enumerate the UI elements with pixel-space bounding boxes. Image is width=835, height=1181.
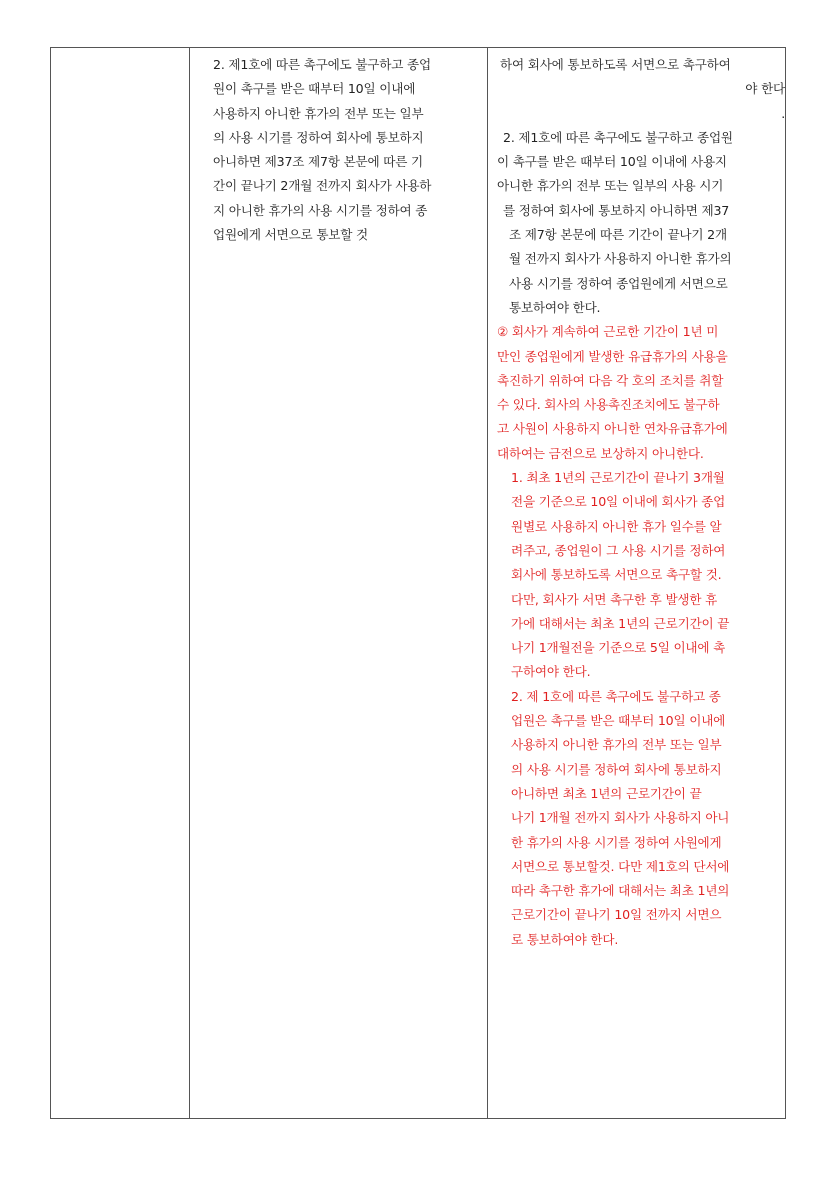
text-line: 만인 종업원에게 발생한 유급휴가의 사용을 bbox=[497, 348, 728, 364]
text-line: 통보하여야 한다. bbox=[509, 299, 601, 315]
text-line: 회사에 통보하도록 서면으로 촉구할 것. bbox=[511, 567, 722, 583]
right-column-cell bbox=[497, 48, 785, 952]
text-line: 나기 1개월 전까지 회사가 사용하지 아니 bbox=[511, 810, 730, 826]
text-line: 촉진하기 위하여 다음 각 호의 조치를 취할 bbox=[497, 372, 724, 388]
text-line: 아니한 휴가의 전부 또는 일부의 사용 시기 bbox=[497, 178, 724, 194]
text-line: 사용하지 아니한 휴가의 전부 또는 일부 bbox=[213, 105, 424, 121]
middle-column-cell bbox=[213, 48, 503, 247]
text-line: 려주고, 종업원이 그 사용 시기를 정하여 bbox=[511, 542, 726, 558]
text-line: 2. 제1호에 따른 촉구에도 불구하고 종업원 bbox=[503, 129, 733, 145]
text-line: 고 사원이 사용하지 아니한 연차유급휴가에 bbox=[497, 421, 728, 437]
text-line: 이 촉구를 받은 때부터 10일 이내에 사용지 bbox=[497, 154, 727, 170]
text-line: 업원은 촉구를 받은 때부터 10일 이내에 bbox=[511, 713, 726, 729]
text-line: 따라 촉구한 휴가에 대해서는 최초 1년의 bbox=[511, 883, 730, 899]
text-line: 다만, 회사가 서면 촉구한 후 발생한 휴 bbox=[511, 591, 718, 607]
text-line: 아니하면 최초 1년의 근로기간이 끝 bbox=[511, 785, 702, 801]
text-line: 대하여는 금전으로 보상하지 아니한다. bbox=[497, 445, 704, 461]
text-line: 전을 기준으로 10일 이내에 회사가 종업 bbox=[511, 494, 726, 510]
text-line: 사용하지 아니한 휴가의 전부 또는 일부 bbox=[511, 737, 722, 753]
text-line: 원이 촉구를 받은 때부터 10일 이내에 bbox=[213, 81, 416, 97]
text-line: 하여 회사에 통보하도록 서면으로 촉구하여 bbox=[500, 57, 731, 72]
text-line: 조 제7항 본문에 따른 기간이 끝나기 2개 bbox=[509, 227, 727, 243]
text-line: 의 사용 시기를 정하여 회사에 통보하지 bbox=[511, 761, 722, 777]
text-line: 1. 최초 1년의 근로기간이 끝나기 3개월 bbox=[511, 470, 725, 486]
text-line: 로 통보하여야 한다. bbox=[511, 931, 619, 947]
text-line: 한 휴가의 사용 시기를 정하여 사원에게 bbox=[511, 834, 722, 850]
text-line: 근로기간이 끝나기 10일 전까지 서면으 bbox=[511, 907, 722, 923]
text-line: 업원에게 서면으로 통보할 것 bbox=[213, 227, 368, 243]
text-line: 아니하면 제37조 제7항 본문에 따른 기 bbox=[213, 154, 423, 170]
text-line: 간이 끝나기 2개월 전까지 회사가 사용하 bbox=[213, 178, 432, 194]
text-line: 사용 시기를 정하여 종업원에게 서면으로 bbox=[509, 275, 728, 291]
text-line: 원별로 사용하지 아니한 휴가 일수를 알 bbox=[511, 518, 722, 534]
text-line: 의 사용 시기를 정하여 회사에 통보하지 bbox=[213, 129, 424, 145]
text-line: 월 전까지 회사가 사용하지 아니한 휴가의 bbox=[509, 251, 732, 267]
comparison-table bbox=[50, 47, 786, 1119]
text-line: 2. 제 1호에 따른 촉구에도 불구하고 종 bbox=[511, 688, 721, 704]
text-line: 가에 대해서는 최초 1년의 근로기간이 끝 bbox=[511, 615, 730, 631]
column-divider-1 bbox=[189, 48, 190, 1118]
text-line: 2. 제1호에 따른 촉구에도 불구하고 종업 bbox=[213, 57, 431, 72]
text-line: 서면으로 통보할것. 다만 제1호의 단서에 bbox=[511, 858, 730, 874]
text-line: 지 아니한 휴가의 사용 시기를 정하여 종 bbox=[213, 202, 428, 218]
text-line: ② 회사가 계속하여 근로한 기간이 1년 미 bbox=[497, 324, 719, 340]
text-line: 나기 1개월전을 기준으로 5일 이내에 촉 bbox=[511, 640, 726, 656]
text-line: . bbox=[781, 105, 785, 121]
text-line: 수 있다. 회사의 사용촉진조치에도 불구하 bbox=[497, 397, 720, 413]
text-line: 를 정하여 회사에 통보하지 아니하면 제37 bbox=[503, 202, 730, 218]
text-line: 야 한다 bbox=[745, 81, 785, 97]
text-line: 구하여야 한다. bbox=[511, 664, 591, 680]
